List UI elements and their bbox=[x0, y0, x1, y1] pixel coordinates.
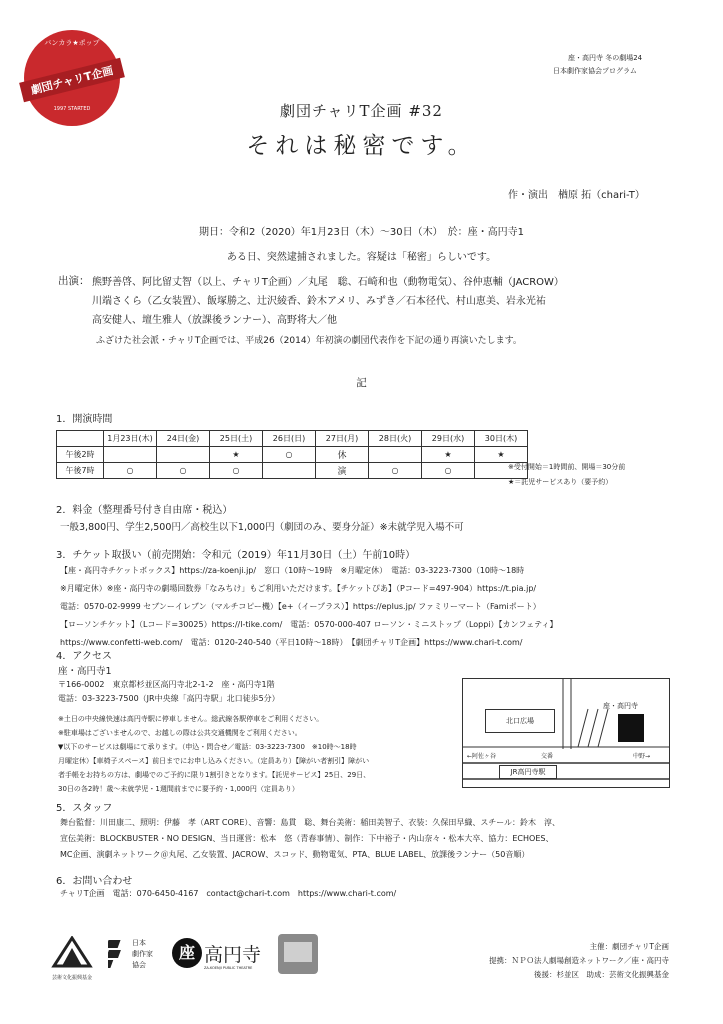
map-koban: 交番 bbox=[541, 753, 554, 760]
arts-fund-logo bbox=[50, 936, 94, 980]
za-koenji-text: 高円寺 bbox=[204, 944, 262, 966]
table-corner bbox=[57, 431, 104, 447]
contact-line: チャリT企画 電話：070-6450-4167 contact@chari-t.com https://www.chari-t.com/ bbox=[60, 889, 397, 898]
author-credit: 作・演出 楢原 拓（chari-T） bbox=[508, 190, 645, 201]
revival-note: ふざけた社会派・チャリT企画では、平成26（2014）年初演の劇団代表作を下記の通り再演いたします。 bbox=[96, 336, 522, 346]
za-koenji-logo bbox=[172, 938, 272, 974]
venue-phone: 電話：03-3223-7500（JR中央線「高円寺駅」北口徒歩5分） bbox=[58, 694, 280, 703]
performance-period: 期日：令和2（2020）年1月23日（木）～30日（木） 於：座・高円寺1 bbox=[199, 227, 524, 238]
date-header: 30日(木) bbox=[475, 431, 528, 447]
schedule-cell: ★ bbox=[210, 447, 263, 463]
date-header: 27日(月) bbox=[316, 431, 369, 447]
map-north-plaza: 北口広場 bbox=[485, 709, 555, 733]
play-title: それは秘密です。 bbox=[246, 133, 477, 159]
access-map bbox=[462, 678, 670, 788]
tagline: ある日、突然逮捕されました。容疑は「秘密」らしいです。 bbox=[226, 252, 497, 263]
cast-label: 出演： bbox=[58, 275, 90, 287]
staff-heading: 5．スタッフ bbox=[56, 803, 113, 814]
venue-name: 座・高円寺1 bbox=[58, 666, 112, 677]
access-note: 月曜定休）【車椅子スペース】前日までにお申し込みください。（定員あり）【障がい者割引】障がい bbox=[58, 757, 370, 765]
playwrights-text: 劇作家 bbox=[132, 950, 153, 958]
time-label: 午後7時 bbox=[57, 463, 104, 479]
arts-fund-mark-icon bbox=[50, 936, 94, 970]
date-header: 28日(火) bbox=[369, 431, 422, 447]
schedule-table bbox=[56, 430, 528, 479]
staff-line: 宣伝美術：BLOCKBUSTER・NO DESIGN、当日運営：松本 悠（青春事情）、制作：下中裕子・内山奈々・松本大卒、協力：ECHOES、 bbox=[60, 834, 554, 843]
schedule-heading: 1．開演時間 bbox=[56, 414, 113, 425]
access-note: ▼以下のサービスは劇場にて承ります。（申込・問合せ／電話：03-3223-7300 ※10時～18時 bbox=[58, 743, 357, 751]
za-mark-icon: 座 bbox=[172, 938, 202, 968]
access-heading: 4．アクセス bbox=[56, 651, 113, 662]
stamp-outer-text: バンカラ★ポップ bbox=[44, 39, 100, 47]
staff-line: 舞台監督：川田康二、照明：伊藤 孝（ART CORE）、音響：島貫 聡、舞台美術：稲田美智子、衣装：久保田早織、スチール：鈴木 淳、 bbox=[60, 818, 561, 827]
ticket-line: 【ローソンチケット】（Lコード=30025）https://l-tike.com/ 電話：0570-000-407 ローソン・ミニストップ（Loppi）【カンフェティ】 bbox=[60, 620, 558, 629]
access-note: 30日の各2時！歳～未就学児・1週間前までに要予約・1,000円（定員あり） bbox=[58, 785, 299, 793]
za-koenji-subtext: ZA-KOENJI PUBLIC THEATRE bbox=[204, 966, 253, 970]
ticket-line: 【座・高円寺チケットボックス】https://za-koenji.jp/ 窓口（10時～19時 ※月曜定休） 電話：03-3223-7300（10時～18時 bbox=[60, 566, 525, 575]
date-header: 29日(水) bbox=[422, 431, 475, 447]
playwrights-mark-icon bbox=[108, 936, 126, 970]
staff-line: MC企画、演劇ネットワーク＠丸尾、乙女装置、JACROW、スコッド、動物電気、PTA、BLUE LABEL、放課後ランナー（50音順） bbox=[60, 850, 530, 859]
map-theatre-label: 座・高円寺 bbox=[603, 702, 638, 710]
map-station: JR高円寺駅 bbox=[499, 765, 557, 779]
schedule-cell: 休 bbox=[316, 447, 369, 463]
schedule-date-row bbox=[57, 431, 528, 447]
schedule-note-1: ※受付開始＝1時間前、開場＝30分前 bbox=[508, 463, 626, 471]
schedule-cell: ○ bbox=[104, 463, 157, 479]
price-line: 一般3,800円、学生2,500円／高校生以下1,000円（劇団のみ、要身分証）※未就学児入場不可 bbox=[60, 522, 464, 533]
schedule-cell: ○ bbox=[157, 463, 210, 479]
schedule-cell: ○ bbox=[422, 463, 475, 479]
arts-fund-caption: 芸術文化振興基金 bbox=[51, 975, 92, 981]
schedule-cell: ○ bbox=[210, 463, 263, 479]
ticket-line: 電話：0570-02-9999 セブンーイレブン（マルチコピー機）【e+（イープラス）】https://eplus.jp/ ファミリーマート（Famiポート） bbox=[60, 602, 541, 611]
schedule-cell: 演 bbox=[316, 463, 369, 479]
schedule-cell bbox=[104, 447, 157, 463]
contact-heading: 6．お問い合わせ bbox=[56, 876, 133, 887]
access-note: ※土日の中央線快速は高円寺駅に停車しません。総武線各駅停車をご利用ください。 bbox=[58, 715, 324, 723]
price-heading: 2．料金（整理番号付き自由席・税込） bbox=[56, 505, 233, 516]
cast-line: 熊野善啓、阿比留丈智（以上、チャリT企画）／丸尾 聡、石崎和也（動物電気）、谷仲恵輔（JACROW） bbox=[92, 277, 564, 288]
credit-support: 後援：杉並区 助成：芸術文化振興基金 bbox=[534, 970, 669, 979]
ki-mark: 記 bbox=[356, 377, 367, 389]
series-line-2: 日本劇作家協会プログラム bbox=[553, 67, 637, 75]
stamp-note-text: 1997 STARTED bbox=[53, 106, 91, 112]
map-left-direction: ←阿佐ヶ谷 bbox=[467, 753, 497, 760]
schedule-cell bbox=[157, 447, 210, 463]
tickets-heading: 3．チケット取扱い（前売開始：令和元（2019）年11月30日（土）午前10時） bbox=[56, 550, 416, 561]
schedule-cell: ★ bbox=[475, 447, 528, 463]
stamp-main-text: 劇団チャリT企画 bbox=[19, 58, 125, 103]
venue-address: 〒166-0002 東京都杉並区高円寺北2-1-2 座・高円寺1階 bbox=[58, 680, 275, 689]
ticket-line: ※月曜定休）※座・高円寺の劇場回数券「なみちけ」もご利用いただけます。【チケットぴあ】（Pコード=497-904）https://t.pia.jp/ bbox=[60, 584, 537, 593]
playwrights-text: 協会 bbox=[132, 961, 146, 969]
schedule-cell: ○ bbox=[263, 447, 316, 463]
credit-partner: 提携：ＮＰＯ法人劇場創造ネットワーク／座・高円寺 bbox=[489, 956, 669, 965]
schedule-row-2pm bbox=[57, 447, 528, 463]
schedule-row-7pm bbox=[57, 463, 528, 479]
theatre-network-logo bbox=[278, 934, 318, 974]
schedule-cell bbox=[263, 463, 316, 479]
playwrights-text: 日本 bbox=[132, 939, 146, 947]
date-header: 25日(土) bbox=[210, 431, 263, 447]
date-header: 1月23日(木) bbox=[104, 431, 157, 447]
series-line-1: 座・高円寺 冬の劇場24 bbox=[568, 54, 643, 62]
schedule-cell: ○ bbox=[369, 463, 422, 479]
network-mark-icon bbox=[284, 942, 312, 962]
playwrights-logo bbox=[108, 936, 158, 972]
ticket-line: https://www.confetti-web.com/ 電話：0120-240-540（平日10時～18時） 【劇団チャリT企画】https://www.chari-t.com/ bbox=[60, 638, 523, 647]
cast-line: 川端さくら（乙女装置）、飯塚勝之、辻沢綾香、鈴木アメリ、みずき／石本径代、村山恵美、岩永光祐 bbox=[92, 296, 546, 307]
time-label: 午後2時 bbox=[57, 447, 104, 463]
cast-line: 高安健人、壇生雅人（放課後ランナー）、高野将大／他 bbox=[92, 315, 337, 326]
company-title: 劇団チャリT企画 #32 bbox=[280, 102, 443, 120]
schedule-note-2: ★＝託児サービスあり（要予約） bbox=[508, 478, 613, 486]
credit-organizer: 主催：劇団チャリT企画 bbox=[589, 942, 669, 951]
schedule-cell: ★ bbox=[422, 447, 475, 463]
access-note: ※駐車場はございませんので、お越しの際は公共交通機関をご利用ください。 bbox=[58, 729, 302, 737]
date-header: 26日(日) bbox=[263, 431, 316, 447]
map-theatre-block bbox=[618, 714, 644, 742]
schedule-cell bbox=[369, 447, 422, 463]
access-note: 者手帳をお持ちの方は、劇場でのご予約に限り1割引きとなります。【託児サービス】25日、29日、 bbox=[58, 771, 371, 779]
date-header: 24日(金) bbox=[157, 431, 210, 447]
map-right-direction: 中野→ bbox=[633, 753, 651, 760]
